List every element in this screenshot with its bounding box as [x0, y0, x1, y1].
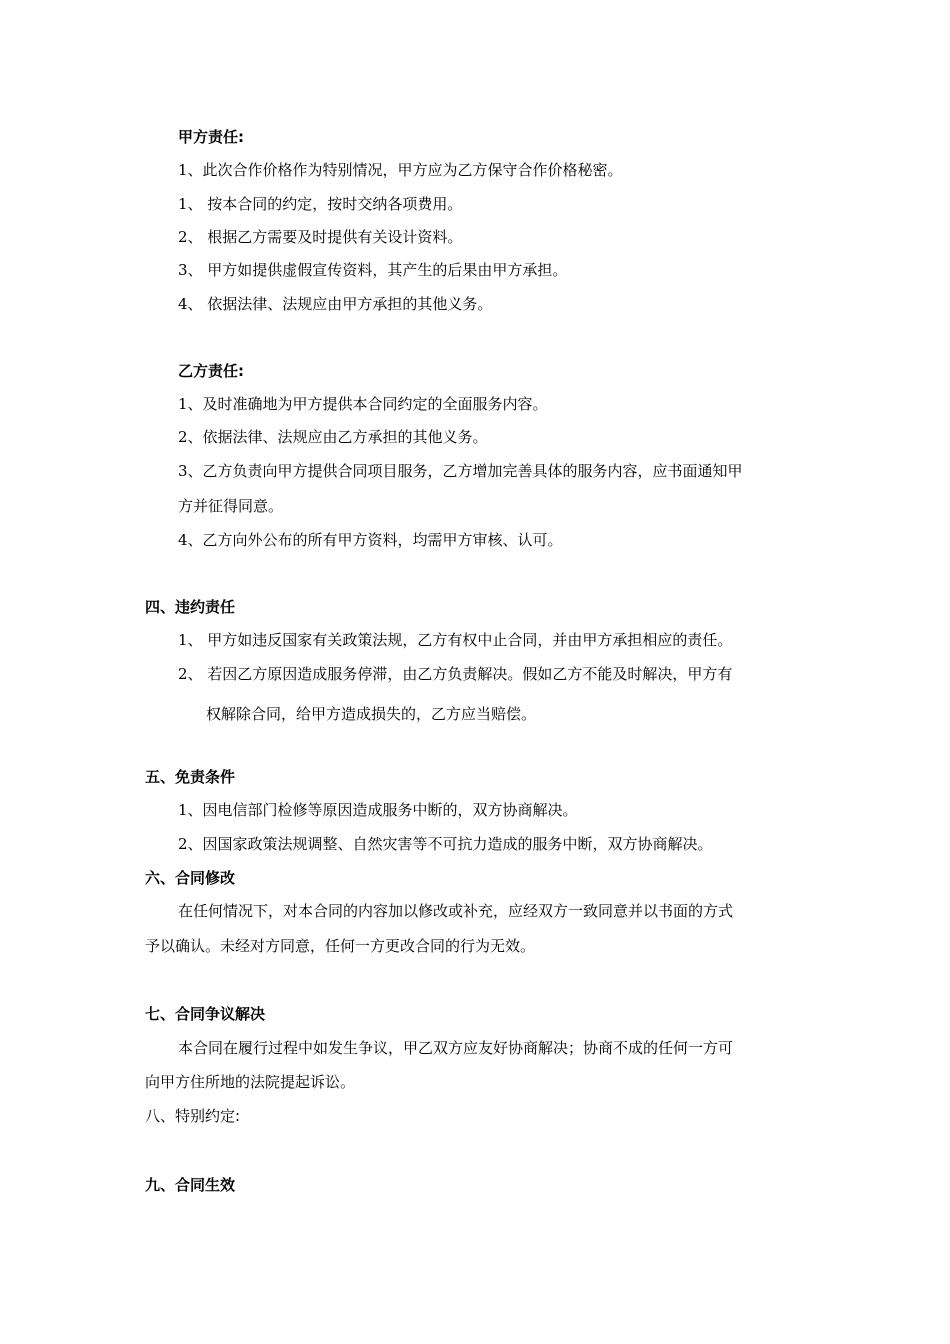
section-4-item: 1、 甲方如违反国家有关政策法规，乙方有权中止合同，并由甲方承担相应的责任。: [178, 631, 733, 649]
section-6-heading: 六、合同修改: [145, 869, 236, 887]
party-b-item: 4、乙方向外公布的所有甲方资料，均需甲方审核、认可。: [178, 531, 563, 549]
section-6-paragraph-line: 予以确认。未经对方同意，任何一方更改合同的行为无效。: [145, 937, 536, 955]
party-b-item: 2、依据法律、法规应由乙方承担的其他义务。: [178, 428, 488, 446]
party-a-item: 1、此次合作价格作为特别情况，甲方应为乙方保守合作价格秘密。: [178, 161, 623, 179]
party-a-item: 3、 甲方如提供虚假宣传资料，其产生的后果由甲方承担。: [178, 261, 568, 279]
section-8-heading: 八、特别约定:: [145, 1107, 241, 1125]
section-4-item-continuation: 权解除合同，给甲方造成损失的，乙方应当赔偿。: [206, 705, 537, 723]
section-6-paragraph-line: 在任何情况下，对本合同的内容加以修改或补充，应经双方一致同意并以书面的方式: [178, 902, 734, 920]
section-5-item: 1、因电信部门检修等原因造成服务中断的，双方协商解决。: [178, 801, 578, 819]
section-5-heading: 五、免责条件: [145, 768, 236, 786]
party-a-item: 1、 按本合同的约定，按时交纳各项费用。: [178, 195, 463, 213]
section-9-heading: 九、合同生效: [145, 1176, 236, 1194]
party-b-item: 3、乙方负责向甲方提供合同项目服务，乙方增加完善具体的服务内容，应书面通知甲: [178, 462, 743, 480]
party-a-heading: 甲方责任:: [178, 128, 244, 146]
party-a-item: 4、 依据法律、法规应由甲方承担的其他义务。: [178, 295, 493, 313]
party-b-heading: 乙方责任:: [178, 362, 244, 380]
section-5-item: 2、因国家政策法规调整、自然灾害等不可抗力造成的服务中断，双方协商解决。: [178, 835, 713, 853]
party-a-item: 2、 根据乙方需要及时提供有关设计资料。: [178, 228, 463, 246]
party-b-item-continuation: 方并征得同意。: [178, 497, 284, 515]
section-7-paragraph-line: 本合同在履行过程中如发生争议，甲乙双方应友好协商解决；协商不成的任何一方可: [178, 1039, 734, 1057]
party-b-item: 1、及时准确地为甲方提供本合同约定的全面服务内容。: [178, 395, 548, 413]
section-4-item: 2、 若因乙方原因造成服务停滞，由乙方负责解决。假如乙方不能及时解决，甲方有: [178, 665, 733, 683]
section-7-paragraph-line: 向甲方住所地的法院提起诉讼。: [145, 1073, 356, 1091]
section-4-heading: 四、违约责任: [145, 598, 236, 616]
section-7-heading: 七、合同争议解决: [145, 1005, 266, 1023]
